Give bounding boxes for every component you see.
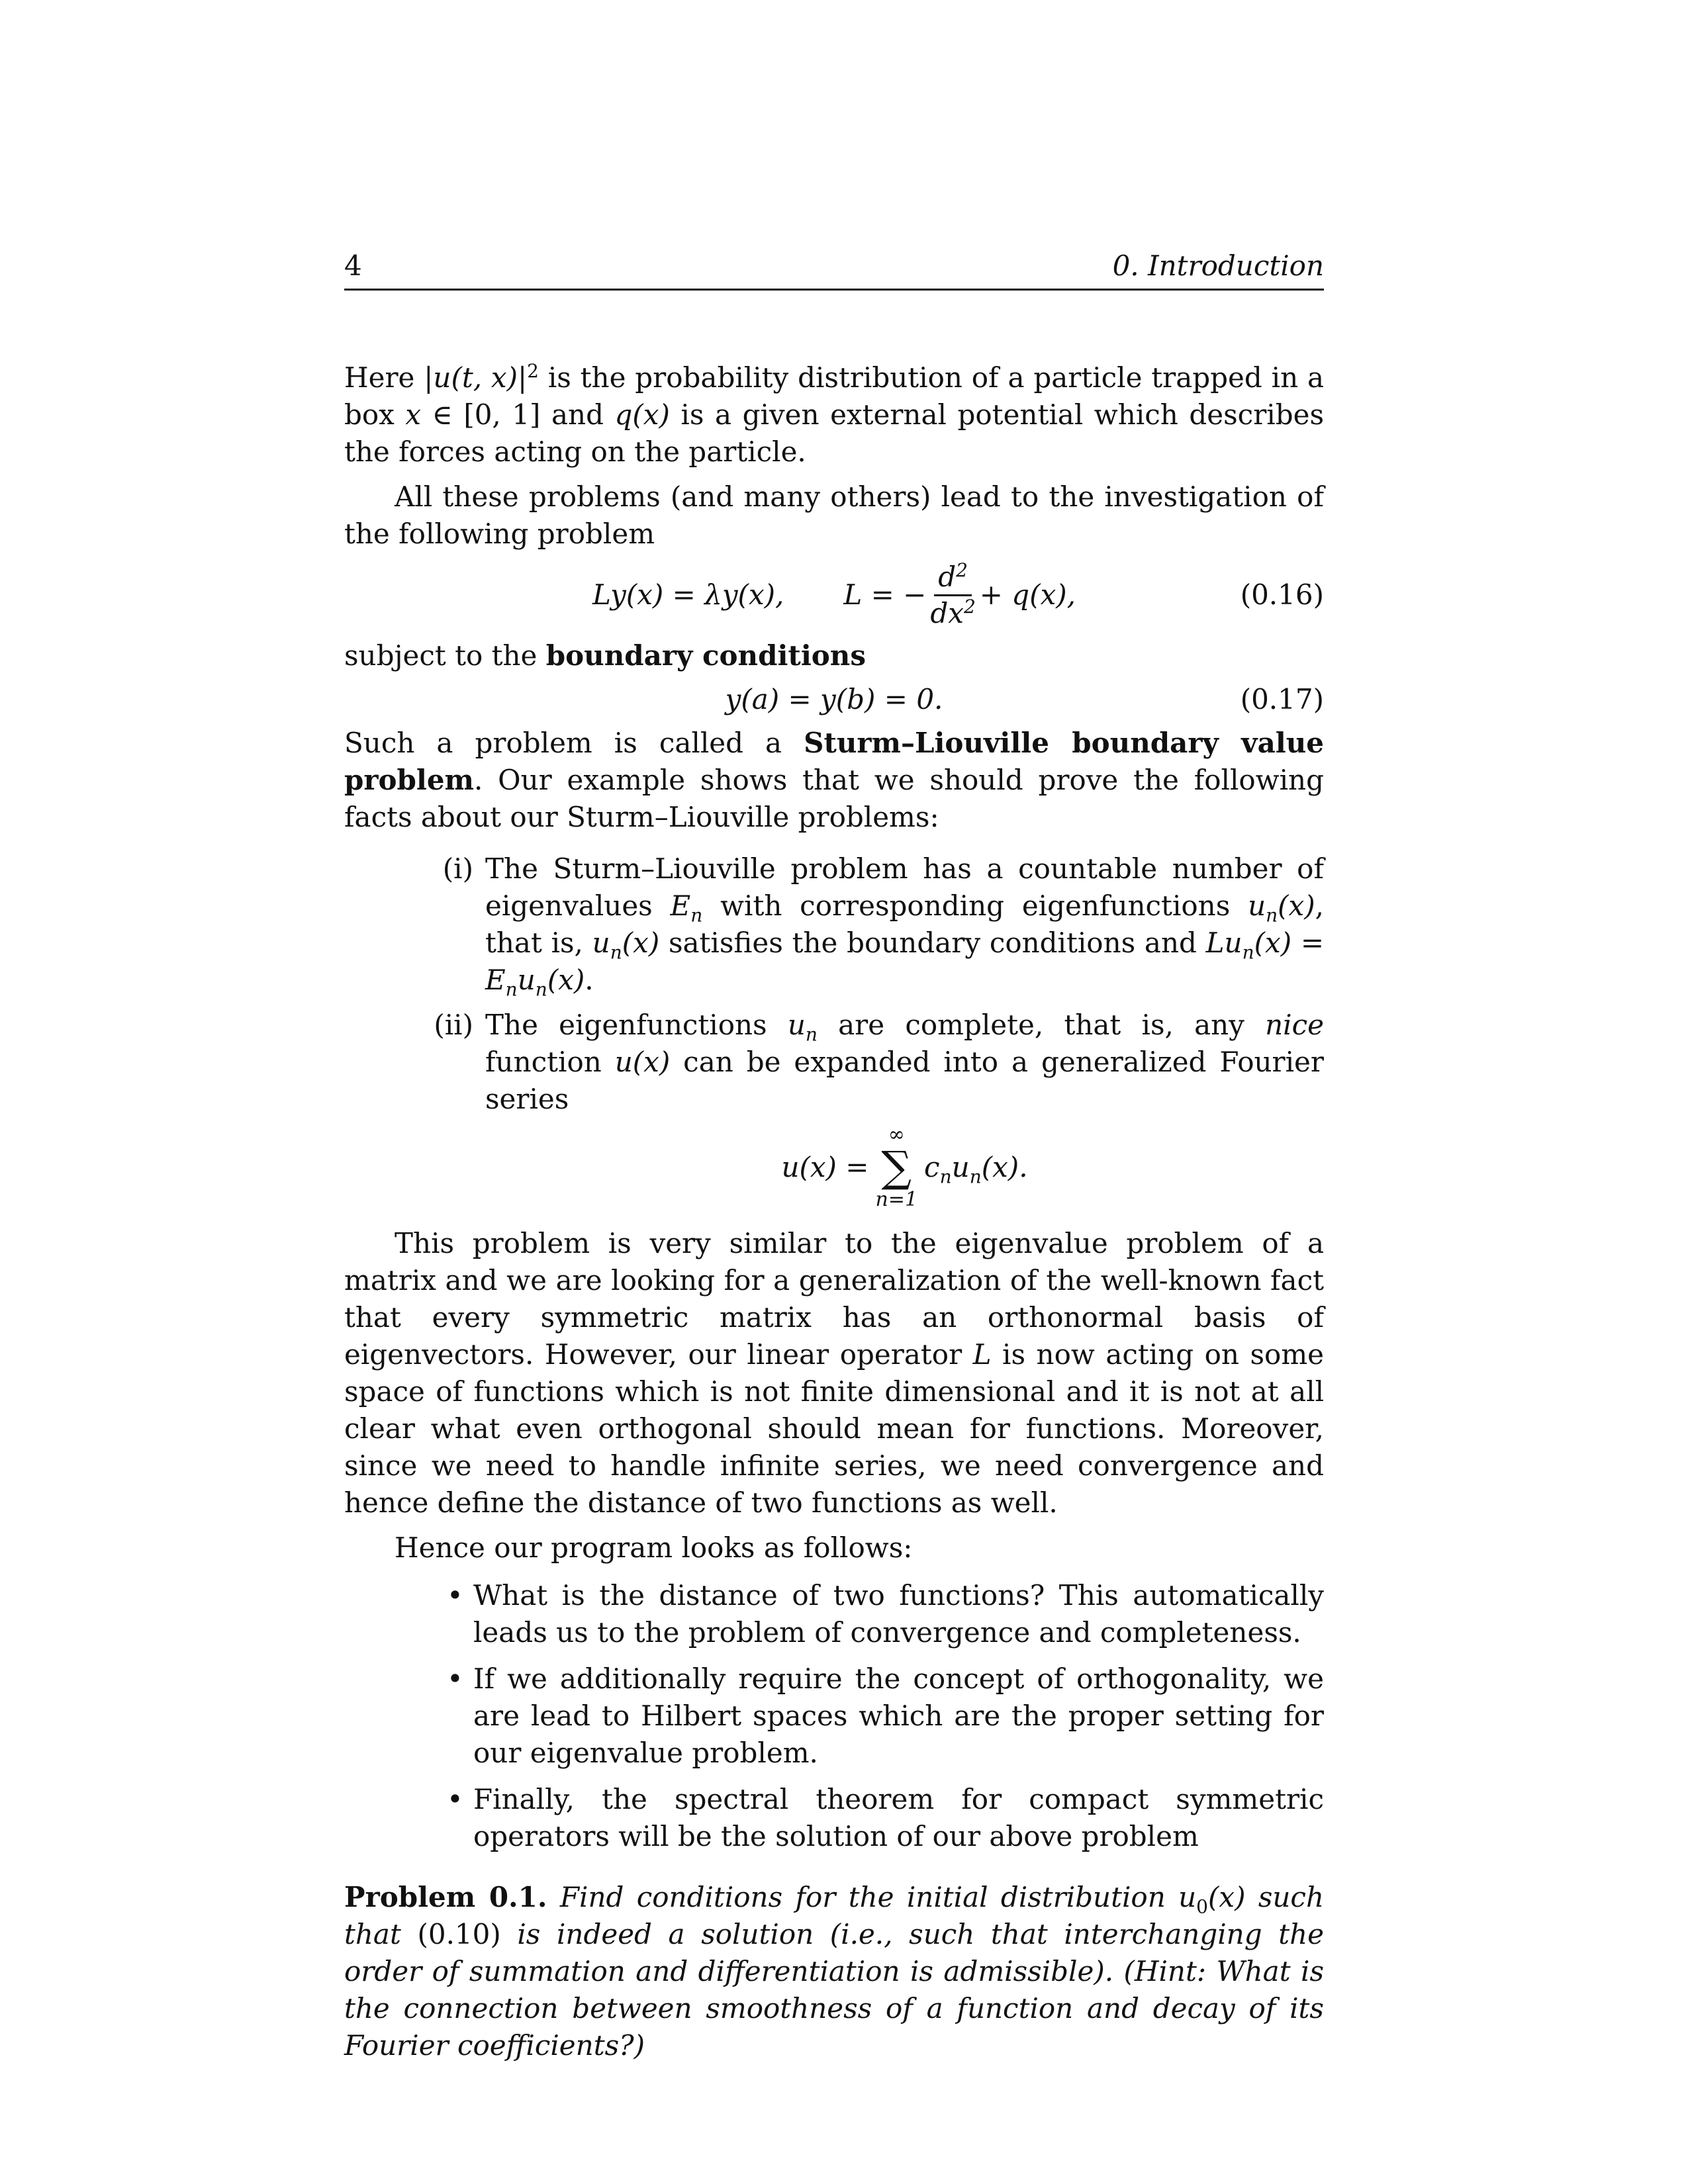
- equation-0-16: Ly(x) = λy(x), L = − $\frac{d^2}{dx^2}$ + q(x), (0.16): [592, 559, 1324, 629]
- paragraph-matrix-analogy: This problem is very similar to the eigenvalue problem of a matrix and we are looking for a generalization of the well-known fact that every symmetric matrix has an orthonormal basis of eigenvectors. However, our linear operator L is now acting on some space of functions which is not finite dimensional and it is not at all clear what even orthogonal should mean for functions. Moreover, since we need to handle infinite series, we need convergence and hence define the distance of two functions as well.: [344, 1227, 1324, 1519]
- page-number: 4: [344, 250, 362, 282]
- list-item: (ii) The eigenfunctions $u_n$ are complete, that is, any nice function u(x) can be expanded into a generalized Fourier series u(x) = ∞ ∑ n=1 $c_nu_n(x)$.: [420, 1007, 1324, 1217]
- paragraph-boundary: subject to the boundary conditions: [344, 639, 866, 672]
- list-item: (i) The Sturm–Liouville problem has a countable number of eigenvalues $E_n$ with corresponding eigenfunctions $u_n(x)$, that is, $u_n(x)$ satisfies the boundary conditions and $Lu_n(x) = E_nu_n(x)$.: [442, 852, 1325, 1001]
- equation-fourier-series: u(x) = ∞ ∑ n=1 $c_nu_n(x)$.: [781, 1123, 1028, 1211]
- paragraph-problems: All these problems (and many others) lead to the investigation of the following problem: [344, 480, 1324, 550]
- list-item: • Finally, the spectral theorem for compact symmetric operators will be the solution of our above problem: [447, 1783, 1324, 1852]
- list-item: • If we additionally require the concept of orthogonality, we are lead to Hilbert spaces which are the proper setting for our eigenvalue problem.: [447, 1662, 1324, 1769]
- equation-number: (0.17): [1240, 683, 1324, 715]
- problem-0-1: Problem 0.1. Find conditions for the initial distribution $u_0(x)$ such that (0.10) is indeed a solution (i.e., such that interchanging the order of summation and differentiation is admissible). (Hint: What is the connection between smoothness of a function and decay of its Fourier coefficients?): [344, 1881, 1324, 2062]
- equation-0-17: y(a) = y(b) = 0. (0.17): [344, 678, 1324, 721]
- paragraph-program: Hence our program looks as follows:: [395, 1531, 913, 1564]
- program-list: [344, 1577, 1324, 1855]
- facts-list: [344, 850, 1324, 1217]
- paragraph-sturm-liouville: Such a problem is called a Sturm–Liouville boundary value problem. Our example shows that we should prove the following facts about our Sturm–Liouville problems:: [344, 727, 1324, 833]
- paragraph-intro: Here |u(t, $x)|^2$ is the probability distribution of a particle trapped in a box x ∈ [0, 1] and q(x) is a given external potential which describes the forces acting on the particle.: [344, 360, 1324, 468]
- list-item: • What is the distance of two functions? This automatically leads us to the problem of convergence and completeness.: [447, 1579, 1324, 1649]
- page-content: [344, 245, 1324, 2064]
- chapter-title: 0. Introduction: [1112, 250, 1324, 282]
- equation-number: (0.16): [1240, 578, 1324, 611]
- running-head: [344, 245, 1324, 291]
